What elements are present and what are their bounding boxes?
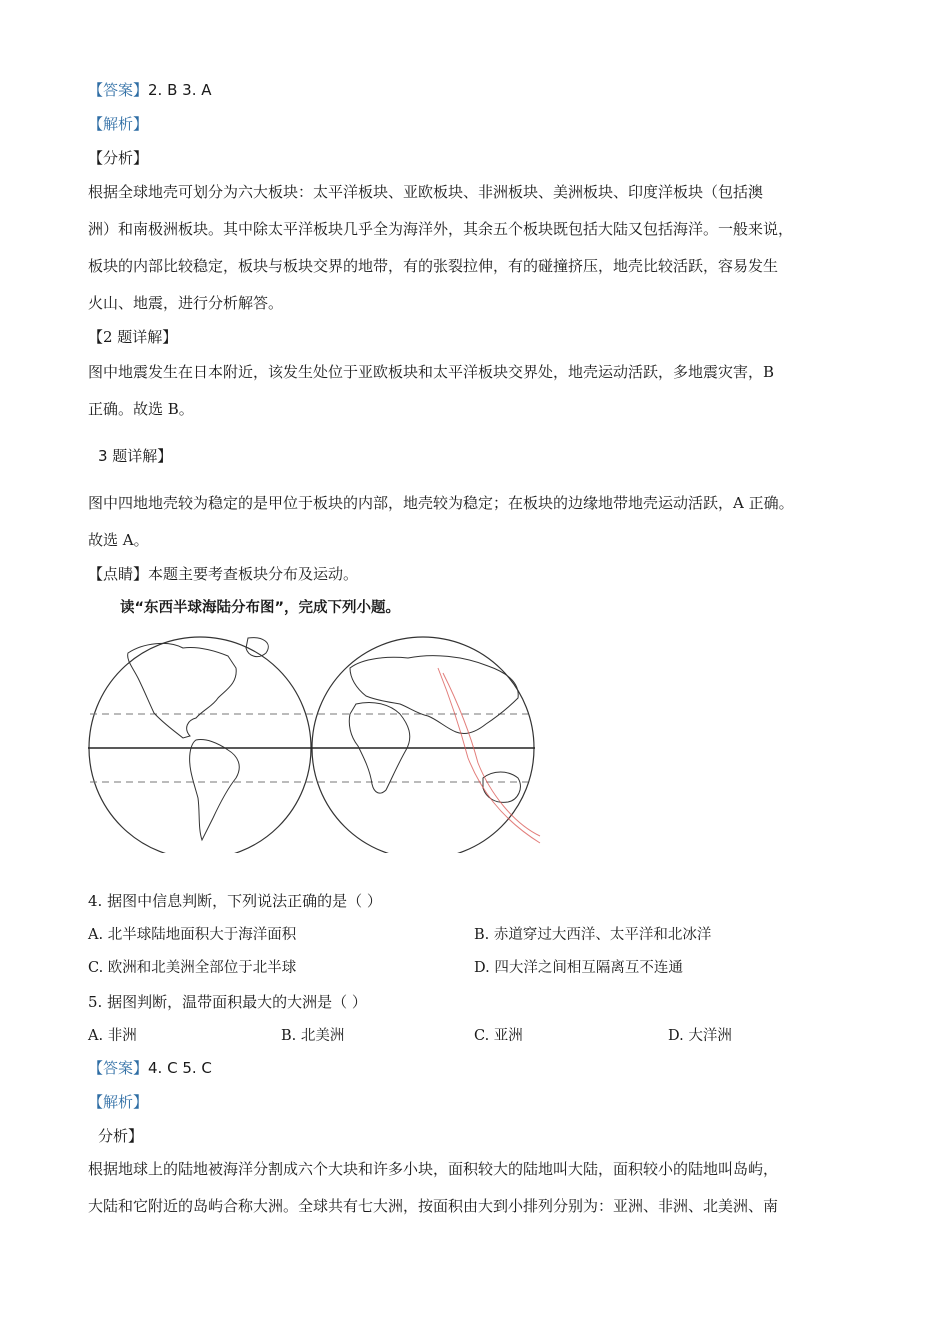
answer-tag: 【答案】 [88,1059,149,1077]
analysis-line: 火山、地震，进行分析解答。 [88,294,284,312]
analysis-line: 大陆和它附近的岛屿合称大洲。全球共有七大洲，按面积由大到小排列分别为：亚洲、非洲、北美洲、南 [88,1197,779,1215]
q3-heading: 3 题详解】 [98,447,173,465]
north-america-outline [128,643,237,738]
greenland-outline [246,638,268,657]
q5-option-c: C. 亚洲 [474,1028,523,1044]
dianjing-text: 本题主要考查板块分布及运动。 [148,565,359,583]
q4-stem: 4. 据图中信息判断，下列说法正确的是（ ） [88,892,382,910]
q2-heading: 【2 题详解】 [88,328,178,346]
q4-option-a: A. 北半球陆地面积大于海洋面积 [88,927,297,943]
analysis-line: 根据地球上的陆地被海洋分割成六个大块和许多小块，面积较大的陆地叫大陆，面积较小的陆地叫岛屿， [88,1160,779,1178]
q5-option-a: A. 非洲 [88,1028,137,1044]
answer-text: 4. C 5. C [148,1059,212,1077]
q5-option-d: D. 大洋洲 [668,1028,732,1044]
answer-line-2 [88,1058,212,1078]
south-america-outline [190,740,240,840]
answer-text: 2. B 3. A [148,81,212,99]
analysis-line: 根据全球地壳可划分为六大板块：太平洋板块、亚欧板块、非洲板块、美洲板块、印度洋板块（包括澳 [88,183,764,201]
intro-line: 读“东西半球海陆分布图”，完成下列小题。 [120,600,401,616]
answer-line-1 [88,80,212,100]
q4-option-d: D. 四大洋之间相互隔离互不连通 [474,960,683,976]
hemisphere-map [88,628,543,853]
q2-detail-line: 正确。故选 B。 [88,400,194,418]
analysis-line: 洲）和南极洲板块。其中除太平洋板块几乎全为海洋外，其余五个板块既包括大陆又包括海洋。一般来说， [88,220,794,238]
australia-outline [483,772,520,802]
fenxi-heading: 分析】 [98,1127,144,1145]
jiexi-tag: 【解析】 [88,115,149,133]
q4-option-c: C. 欧洲和北美洲全部位于北半球 [88,960,297,976]
jiexi-tag: 【解析】 [88,1093,149,1111]
q5-stem: 5. 据图判断，温带面积最大的大洲是（ ） [88,993,367,1011]
dianjing-tag: 【点睛】 [88,565,149,583]
q3-detail-line: 图中四地地壳较为稳定的是甲位于板块的内部，地壳较为稳定；在板块的边缘地带地壳运动活跃，A 正确。 [88,494,794,512]
analysis-line: 板块的内部比较稳定，板块与板块交界的地带，有的张裂拉伸，有的碰撞挤压，地壳比较活跃，容易发生 [88,257,779,275]
western-hemisphere-circle [89,637,311,853]
q5-option-b: B. 北美洲 [281,1028,345,1044]
eastern-hemisphere-circle [312,637,534,853]
plate-boundary-mark [443,673,540,836]
fenxi-heading: 【分析】 [88,149,149,167]
dianjing-line [88,564,358,584]
answer-tag: 【答案】 [88,81,149,99]
eurasia-outline [350,656,518,734]
q3-detail-line: 故选 A。 [88,531,149,549]
q4-option-b: B. 赤道穿过大西洋、太平洋和北冰洋 [474,927,712,943]
q2-detail-line: 图中地震发生在日本附近，该发生处位于亚欧板块和太平洋板块交界处，地壳运动活跃，多地震灾害，B [88,363,775,381]
